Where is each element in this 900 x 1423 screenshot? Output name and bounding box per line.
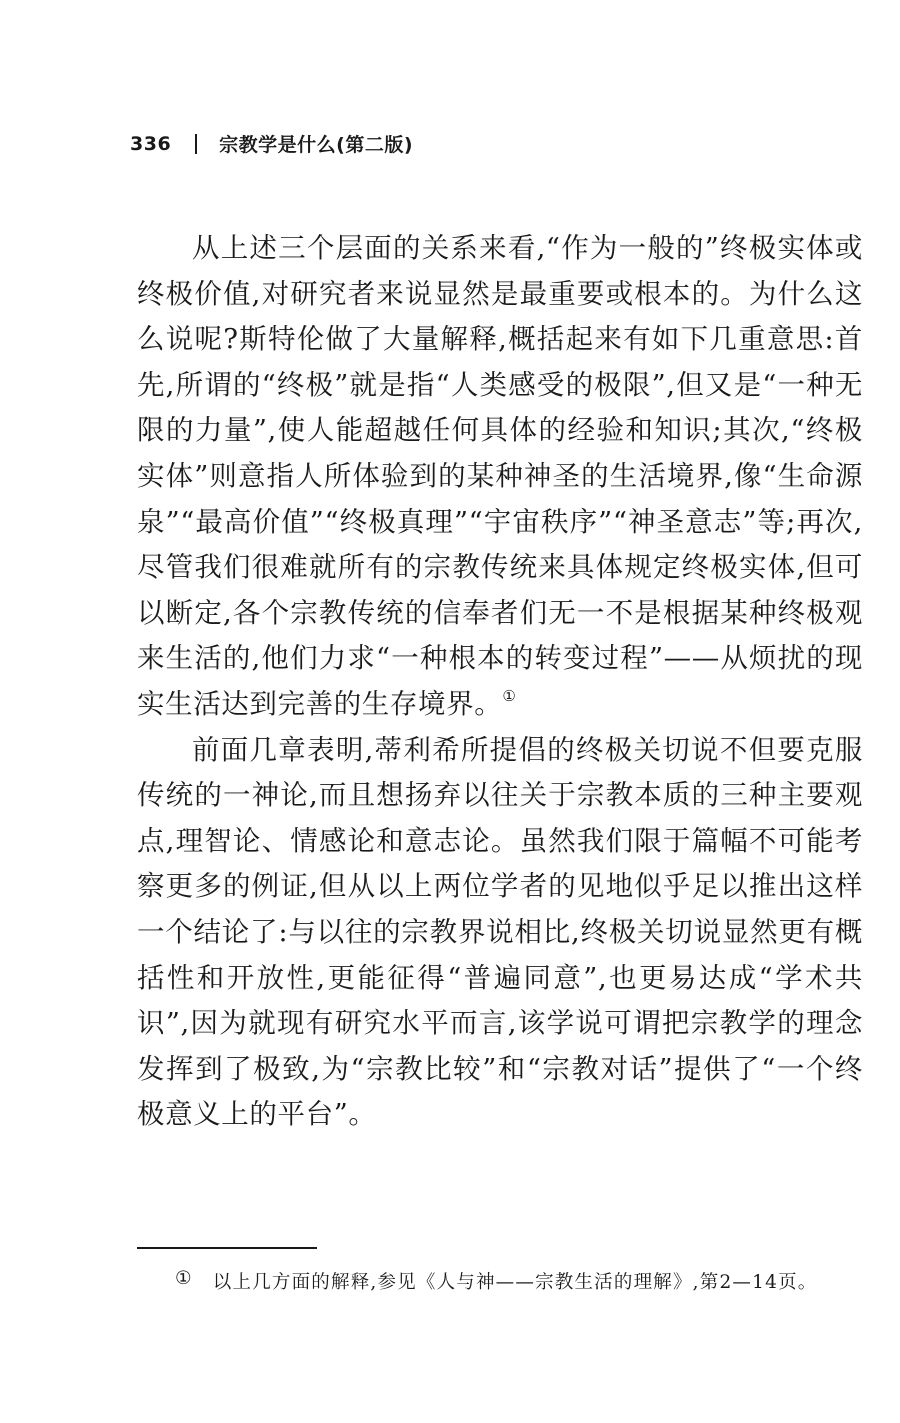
page-number: 336 (130, 132, 172, 155)
paragraph-1 (137, 226, 863, 728)
paragraph-2-text: 前面几章表明,蒂利希所提倡的终极关切说不但要克服传统的一神论,而且想扬弃以往关于宗教本质的三种主要观点,理智论、情感论和意志论。虽然我们限于篇幅不可能考察更多的例证,但从以上两位学者的见地似乎足以推出这样一个结论了:与以往的宗教界说相比,终极关切说显然更有概括性和开放性,更能征得“普遍同意”,也更易达成“学术共识”,因为就现有研究水平而言,该学说可谓把宗教学的理念发挥到了极致,为“宗教比较”和“宗教对话”提供了“一个终极意义上的平台”。 (137, 733, 863, 1131)
running-header (130, 130, 413, 157)
body-text (137, 226, 863, 1138)
footnote-text: 以上几方面的解释,参见《人与神——宗教生活的理解》,第2—14页。 (212, 1272, 818, 1293)
book-title: 宗教学是什么(第二版) (219, 134, 414, 156)
footnote-marker: ① (175, 1268, 193, 1289)
footnote-reference[interactable]: ① (502, 686, 517, 705)
paragraph-1-text: 从上述三个层面的关系来看,“作为一般的”终极实体或终极价值,对研究者来说显然是最重要或根本的。为什么这么说呢?斯特伦做了大量解释,概括起来有如下几重意思:首先,所谓的“终极”就是指“人类感受的极限”,但又是“一种无限的力量”,使人能超越任何具体的经验和知识;其次,“终极实体”则意指人所体验到的某种神圣的生活境界,像“生命源泉”“最高价值”“终极真理”“宇宙秩序”“神圣意志”等;再次,尽管我们很难就所有的宗教传统来具体规定终极实体,但可以断定,各个宗教传统的信奉者们无一不是根据某种终极观来生活的,他们力求“一种根本的转变过程”——从烦扰的现实生活达到完善的生存境界。 (137, 232, 863, 720)
paragraph-2 (137, 728, 863, 1138)
footnote (175, 1268, 817, 1294)
header-separator (195, 134, 197, 154)
footnote-rule (137, 1247, 317, 1249)
